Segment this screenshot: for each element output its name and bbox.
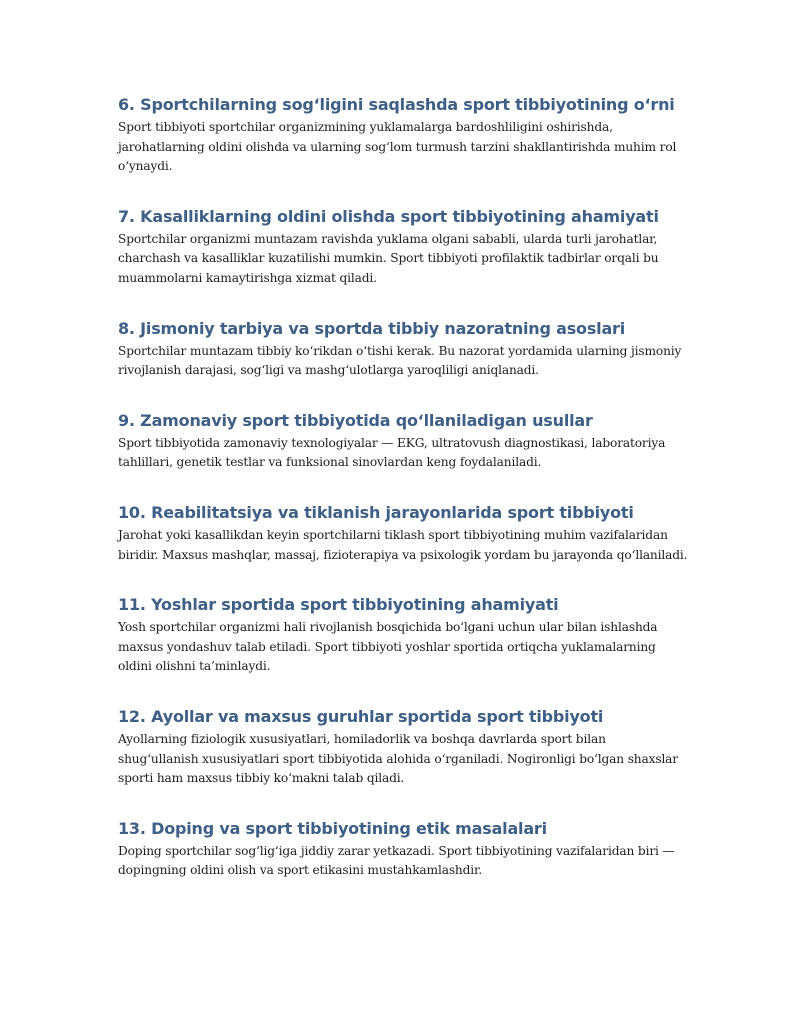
document-page	[118, 94, 688, 881]
section-8	[118, 318, 688, 381]
section-body: Doping sportchilar sog‘lig‘iga jiddiy zarar yetkazadi. Sport tibbiyotining vazifalaridan biri — dopingning oldini olish va sport etikasini mustahkamlashdir.	[118, 843, 675, 878]
section-body: Ayollarning fiziologik xususiyatlari, homiladorlik va boshqa davrlarda sport bilan shug‘ullanish xususiyatlari sport tibbiyotida alohida o‘rganiladi. Nogironligi bo‘lgan shaxslar sporti ham maxsus tibbiy ko‘makni talab qiladi.	[118, 731, 678, 786]
section-heading: 11. Yoshlar sportida sport tibbiyotining ahamiyati	[118, 595, 559, 615]
section-heading: 6. Sportchilarning sog‘ligini saqlashda sport tibbiyotining o‘rni	[118, 95, 675, 114]
section-9	[118, 410, 688, 473]
section-body: Jarohat yoki kasallikdan keyin sportchilarni tiklash sport tibbiyotining muhim vazifalaridan biridir. Maxsus mashqlar, massaj, fizioterapiya va psixologik yordam bu jarayonda qo‘llaniladi.	[118, 527, 688, 562]
section-heading: 9. Zamonaviy sport tibbiyotida qo‘llaniladigan usullar	[118, 410, 593, 430]
section-heading: 8. Jismoniy tarbiya va sportda tibbiy nazoratning asoslari	[118, 318, 626, 338]
section-heading: 7. Kasalliklarning oldini olishda sport tibbiyotining ahamiyati	[118, 206, 659, 226]
section-heading: 12. Ayollar va maxsus guruhlar sportida sport tibbiyoti	[118, 706, 604, 726]
section-body: Sport tibbiyotida zamonaviy texnologiyalar — EKG, ultratovush diagnostikasi, laboratoriya tahlillari, genetik testlar va funksional sinovlardan keng foydalaniladi.	[118, 435, 666, 470]
section-13	[118, 818, 688, 881]
section-10	[118, 502, 688, 565]
section-body: Sportchilar muntazam tibbiy ko‘rikdan o‘tishi kerak. Bu nazorat yordamida ularning jismoniy rivojlanish darajasi, sog‘ligi va mashg‘ulotlarga yaroqliligi aniqlanadi.	[118, 343, 682, 378]
section-body: Sportchilar organizmi muntazam ravishda yuklama olgani sababli, ularda turli jarohatlar, charchash va kasalliklar kuzatilishi mumkin. Sport tibbiyoti profilaktik tadbirlar orqali bu muammolarni kamaytirishga xizmat qiladi.	[118, 231, 659, 285]
section-12	[118, 706, 688, 789]
section-6	[118, 94, 688, 177]
section-7	[118, 206, 688, 289]
section-11	[118, 594, 688, 677]
section-heading: 13. Doping va sport tibbiyotining etik masalalari	[118, 818, 547, 838]
section-body: Sport tibbiyoti sportchilar organizmining yuklamalarga bardoshliligini oshirishda, jarohatlarning oldini olishda va ularning sog‘lom turmush tarzini shakllantirishda muhim rol o‘ynaydi.	[118, 120, 677, 174]
section-heading: 10. Reabilitatsiya va tiklanish jarayonlarida sport tibbiyoti	[118, 502, 634, 522]
section-body: Yosh sportchilar organizmi hali rivojlanish bosqichida bo‘lgani uchun ular bilan ishlashda maxsus yondashuv talab etiladi. Sport tibbiyoti yoshlar sportida ortiqcha yuklamalarning oldini olishni ta’minlaydi.	[118, 620, 658, 674]
